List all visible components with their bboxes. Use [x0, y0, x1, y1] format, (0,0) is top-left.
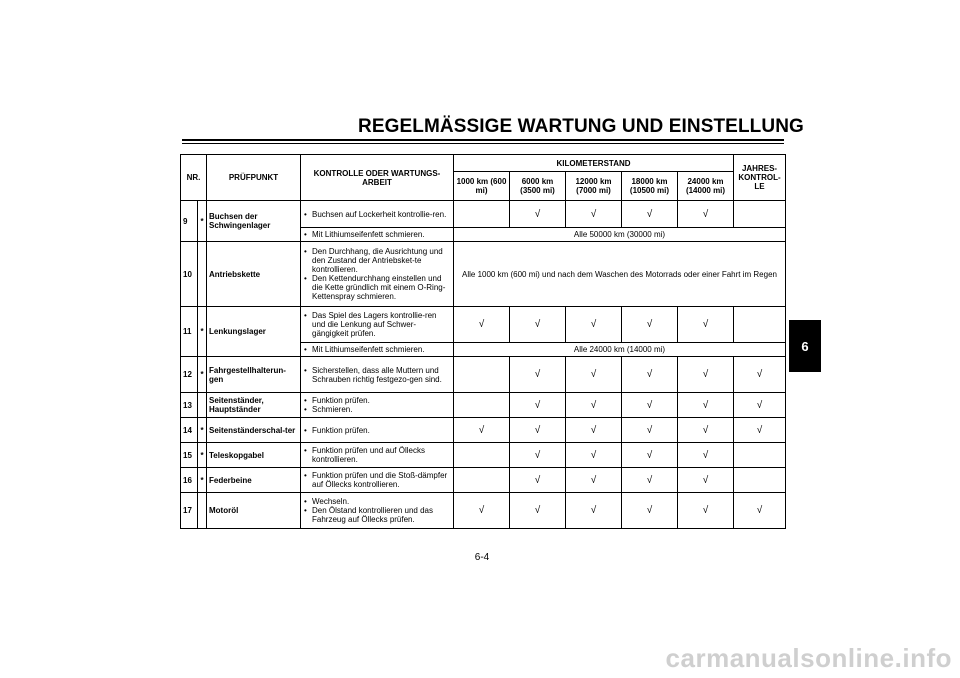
check-item: Federbeine — [207, 468, 301, 493]
task-cell — [301, 201, 454, 228]
asterisk-mark: * — [198, 357, 207, 393]
check-item: Seitenständerschal-ter — [207, 418, 301, 443]
check-mark: √ — [510, 468, 566, 493]
table-row — [181, 307, 786, 343]
check-mark: √ — [622, 443, 678, 468]
check-mark: √ — [622, 493, 678, 529]
header-km-12000: 12000 km (7000 mi) — [566, 172, 622, 201]
task-cell — [301, 468, 454, 493]
check-item: Teleskopgabel — [207, 443, 301, 468]
asterisk-mark — [198, 393, 207, 418]
chapter-tab: 6 — [789, 320, 821, 372]
check-mark: √ — [566, 493, 622, 529]
maintenance-table — [180, 154, 786, 529]
header-km-1000: 1000 km (600 mi) — [454, 172, 510, 201]
task-bullet: • Funktion prüfen und auf Öllecks kontrollieren. — [312, 446, 451, 464]
task-cell — [301, 443, 454, 468]
task-bullet: • Schmieren. — [312, 405, 451, 414]
check-mark: √ — [622, 201, 678, 228]
check-item: Buchsen der Schwingenlager — [207, 201, 301, 242]
check-mark: √ — [622, 393, 678, 418]
task-bullet: • Mit Lithiumseifenfett schmieren. — [312, 345, 451, 354]
task-bullet: • Funktion prüfen. — [312, 426, 451, 435]
check-mark: √ — [678, 393, 734, 418]
task-cell — [301, 357, 454, 393]
watermark: carmanualsonline.info — [665, 643, 952, 673]
check-mark: √ — [622, 357, 678, 393]
check-cell — [734, 443, 786, 468]
check-mark: √ — [734, 393, 786, 418]
asterisk-mark — [198, 493, 207, 529]
row-number: 10 — [181, 242, 198, 307]
interval-span: Alle 50000 km (30000 mi) — [454, 228, 786, 242]
check-mark: √ — [510, 357, 566, 393]
row-number: 13 — [181, 393, 198, 418]
task-bullet: • Funktion prüfen. — [312, 396, 451, 405]
task-bullet: • Den Ölstand kontrollieren und das Fahrzeug auf Öllecks prüfen. — [312, 506, 451, 524]
page-number: 6-4 — [474, 552, 490, 563]
row-number: 12 — [181, 357, 198, 393]
check-mark: √ — [510, 393, 566, 418]
check-mark: √ — [566, 357, 622, 393]
check-mark: √ — [566, 307, 622, 343]
header-km-6000: 6000 km (3500 mi) — [510, 172, 566, 201]
table-row — [181, 418, 786, 443]
check-cell — [454, 443, 510, 468]
check-item: Seitenständer, Hauptständer — [207, 393, 301, 418]
row-number: 11 — [181, 307, 198, 357]
check-mark: √ — [678, 443, 734, 468]
table-row — [181, 201, 786, 228]
task-cell — [301, 393, 454, 418]
asterisk-mark: * — [198, 201, 207, 242]
row-number: 15 — [181, 443, 198, 468]
check-mark: √ — [622, 307, 678, 343]
task-bullet: • Sicherstellen, dass alle Muttern und Schrauben richtig festgezo-gen sind. — [312, 366, 451, 384]
check-mark: √ — [622, 468, 678, 493]
row-number: 16 — [181, 468, 198, 493]
check-mark: √ — [678, 307, 734, 343]
check-mark: √ — [734, 493, 786, 529]
check-mark: √ — [734, 357, 786, 393]
check-mark: √ — [510, 493, 566, 529]
check-mark: √ — [566, 468, 622, 493]
asterisk-mark: * — [198, 418, 207, 443]
task-bullet: • Den Kettendurchhang einstellen und die Kette gründlich mit einem O-Ring-Kettenspray schmieren. — [312, 274, 451, 301]
check-cell — [454, 468, 510, 493]
check-mark: √ — [566, 201, 622, 228]
row-number: 9 — [181, 201, 198, 242]
interval-span: Alle 24000 km (14000 mi) — [454, 343, 786, 357]
check-mark: √ — [678, 357, 734, 393]
task-bullet: • Das Spiel des Lagers kontrollie-ren und die Lenkung auf Schwer-gängigkeit prüfen. — [312, 311, 451, 338]
header-row — [181, 155, 786, 172]
page-title: REGELMÄSSIGE WARTUNG UND EINSTELLUNG — [358, 116, 804, 137]
header-nr: NR. — [181, 155, 207, 201]
check-mark: √ — [566, 443, 622, 468]
header-kontrolle: KONTROLLE ODER WARTUNGS-ARBEIT — [301, 155, 454, 201]
task-bullet: • Den Durchhang, die Ausrichtung und den Zustand der Antriebsket-te kontrollieren. — [312, 247, 451, 274]
asterisk-mark: * — [198, 468, 207, 493]
task-bullet: • Funktion prüfen und die Stoß-dämpfer auf Öllecks kontrollieren. — [312, 471, 451, 489]
table-row — [181, 357, 786, 393]
check-item: Motoröl — [207, 493, 301, 529]
check-mark: √ — [510, 443, 566, 468]
task-cell — [301, 418, 454, 443]
header-kilometerstand: KILOMETERSTAND — [454, 155, 734, 172]
check-cell — [454, 357, 510, 393]
check-mark: √ — [510, 201, 566, 228]
table-row — [181, 393, 786, 418]
check-cell — [454, 393, 510, 418]
header-jahreskontrolle: JAHRES-KONTROL-LE — [734, 155, 786, 201]
check-item: Lenkungslager — [207, 307, 301, 357]
asterisk-mark: * — [198, 307, 207, 357]
check-mark: √ — [454, 307, 510, 343]
task-bullet: • Buchsen auf Lockerheit kontrollie-ren. — [312, 210, 451, 219]
task-bullet: • Mit Lithiumseifenfett schmieren. — [312, 230, 451, 239]
table-row — [181, 493, 786, 529]
check-mark: √ — [510, 307, 566, 343]
check-mark: √ — [622, 418, 678, 443]
task-cell — [301, 228, 454, 242]
check-cell — [734, 307, 786, 343]
check-item: Fahrgestellhalterun-gen — [207, 357, 301, 393]
check-cell — [734, 201, 786, 228]
check-mark: √ — [454, 493, 510, 529]
check-mark: √ — [678, 493, 734, 529]
check-mark: √ — [566, 418, 622, 443]
check-mark: √ — [454, 418, 510, 443]
asterisk-mark: * — [198, 443, 207, 468]
check-cell — [454, 201, 510, 228]
check-mark: √ — [510, 418, 566, 443]
task-cell — [301, 343, 454, 357]
title-rule — [182, 139, 784, 144]
check-mark: √ — [566, 393, 622, 418]
check-mark: √ — [678, 418, 734, 443]
row-number: 14 — [181, 418, 198, 443]
check-mark: √ — [734, 418, 786, 443]
task-cell — [301, 493, 454, 529]
header-km-18000: 18000 km (10500 mi) — [622, 172, 678, 201]
table-row — [181, 443, 786, 468]
interval-span: Alle 1000 km (600 mi) und nach dem Waschen des Motorrads oder einer Fahrt im Regen — [454, 242, 786, 307]
header-pruefpunkt: PRÜFPUNKT — [207, 155, 301, 201]
task-cell — [301, 307, 454, 343]
table-row — [181, 468, 786, 493]
check-cell — [734, 468, 786, 493]
row-number: 17 — [181, 493, 198, 529]
task-cell — [301, 242, 454, 307]
task-bullet: • Wechseln. — [312, 497, 451, 506]
check-mark: √ — [678, 201, 734, 228]
check-item: Antriebskette — [207, 242, 301, 307]
table-row — [181, 242, 786, 307]
header-km-24000: 24000 km (14000 mi) — [678, 172, 734, 201]
asterisk-mark — [198, 242, 207, 307]
check-mark: √ — [678, 468, 734, 493]
